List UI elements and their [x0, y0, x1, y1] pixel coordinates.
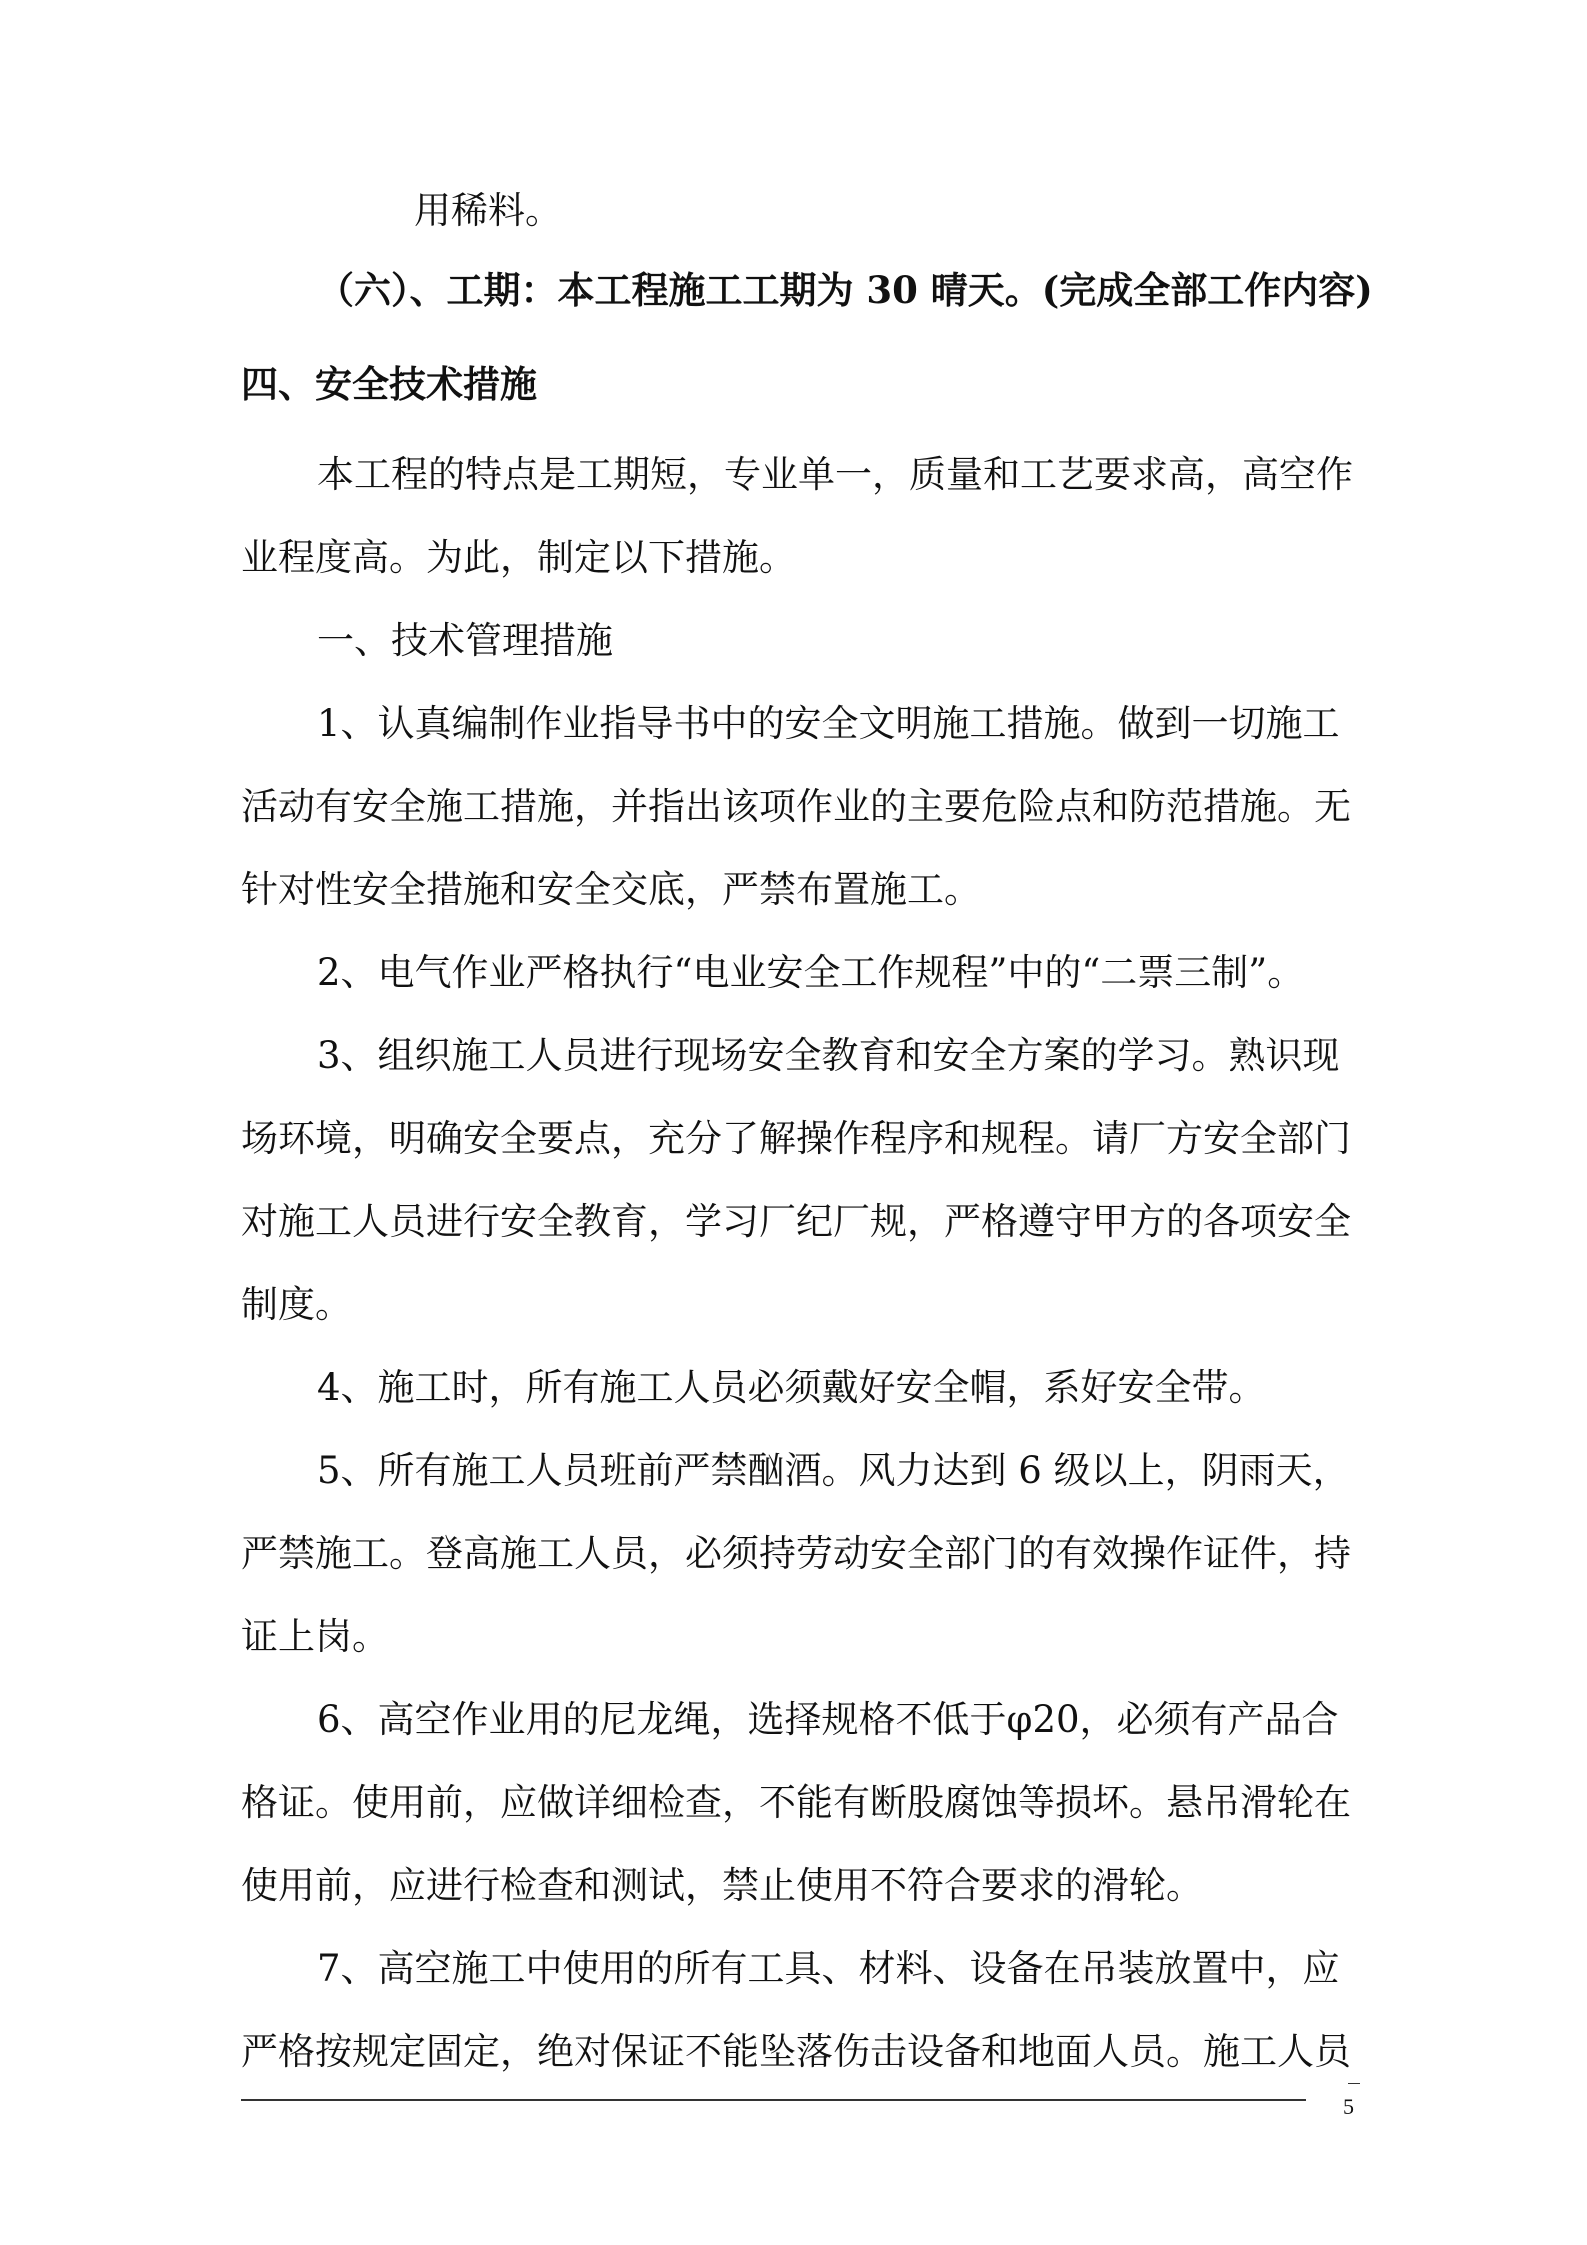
text-line: 4、施工时，所有施工人员必须戴好安全帽，系好安全带。 — [317, 1366, 1266, 1409]
text-line: 用稀料。 — [414, 189, 562, 232]
text-line: 使用前，应进行检查和测试，禁止使用不符合要求的滑轮。 — [241, 1864, 1203, 1907]
text-line: 针对性安全措施和安全交底，严禁布置施工。 — [241, 868, 981, 911]
text-line: 1、认真编制作业指导书中的安全文明施工措施。做到一切施工 — [317, 702, 1340, 745]
section-heading: （六）、工期：本工程施工工期为 30 晴天。(完成全部工作内容) — [317, 268, 1373, 312]
text-line: 场环境，明确安全要点，充分了解操作程序和规程。请厂方安全部门 — [241, 1117, 1351, 1160]
text-line: 对施工人员进行安全教育，学习厂纪厂规，严格遵守甲方的各项安全 — [241, 1200, 1351, 1243]
text-line: 活动有安全施工措施，并指出该项作业的主要危险点和防范措施。无 — [241, 785, 1351, 828]
text-line: 业程度高。为此，制定以下措施。 — [241, 536, 796, 579]
text-line: 5、所有施工人员班前严禁酗酒。风力达到 6 级以上，阴雨天， — [317, 1449, 1350, 1492]
text-line: 严格按规定固定，绝对保证不能坠落伤击设备和地面人员。施工人员 — [241, 2030, 1351, 2073]
text-line: 6、高空作业用的尼龙绳，选择规格不低于φ20，必须有产品合 — [317, 1698, 1339, 1741]
text-line: 一、技术管理措施 — [317, 619, 613, 662]
section-heading: 四、安全技术措施 — [241, 362, 537, 406]
text-line: 3、组织施工人员进行现场安全教育和安全方案的学习。熟识现 — [317, 1034, 1340, 1077]
text-line: 制度。 — [241, 1283, 352, 1326]
page-number: 5 — [1343, 2094, 1354, 2119]
text-line: 7、高空施工中使用的所有工具、材料、设备在吊装放置中，应 — [317, 1947, 1340, 1990]
text-line: 证上岗。 — [241, 1615, 389, 1658]
text-line: 严禁施工。登高施工人员，必须持劳动安全部门的有效操作证件，持 — [241, 1532, 1351, 1575]
text-line: 本工程的特点是工期短，专业单一，质量和工艺要求高，高空作 — [317, 453, 1353, 496]
text-line: 格证。使用前，应做详细检查，不能有断股腐蚀等损坏。悬吊滑轮在 — [241, 1781, 1351, 1824]
footer-rule — [241, 2099, 1306, 2101]
page-number-mark — [1348, 2083, 1360, 2084]
text-line: 2、电气作业严格执行“电业安全工作规程”中的“二票三制”。 — [317, 951, 1305, 994]
